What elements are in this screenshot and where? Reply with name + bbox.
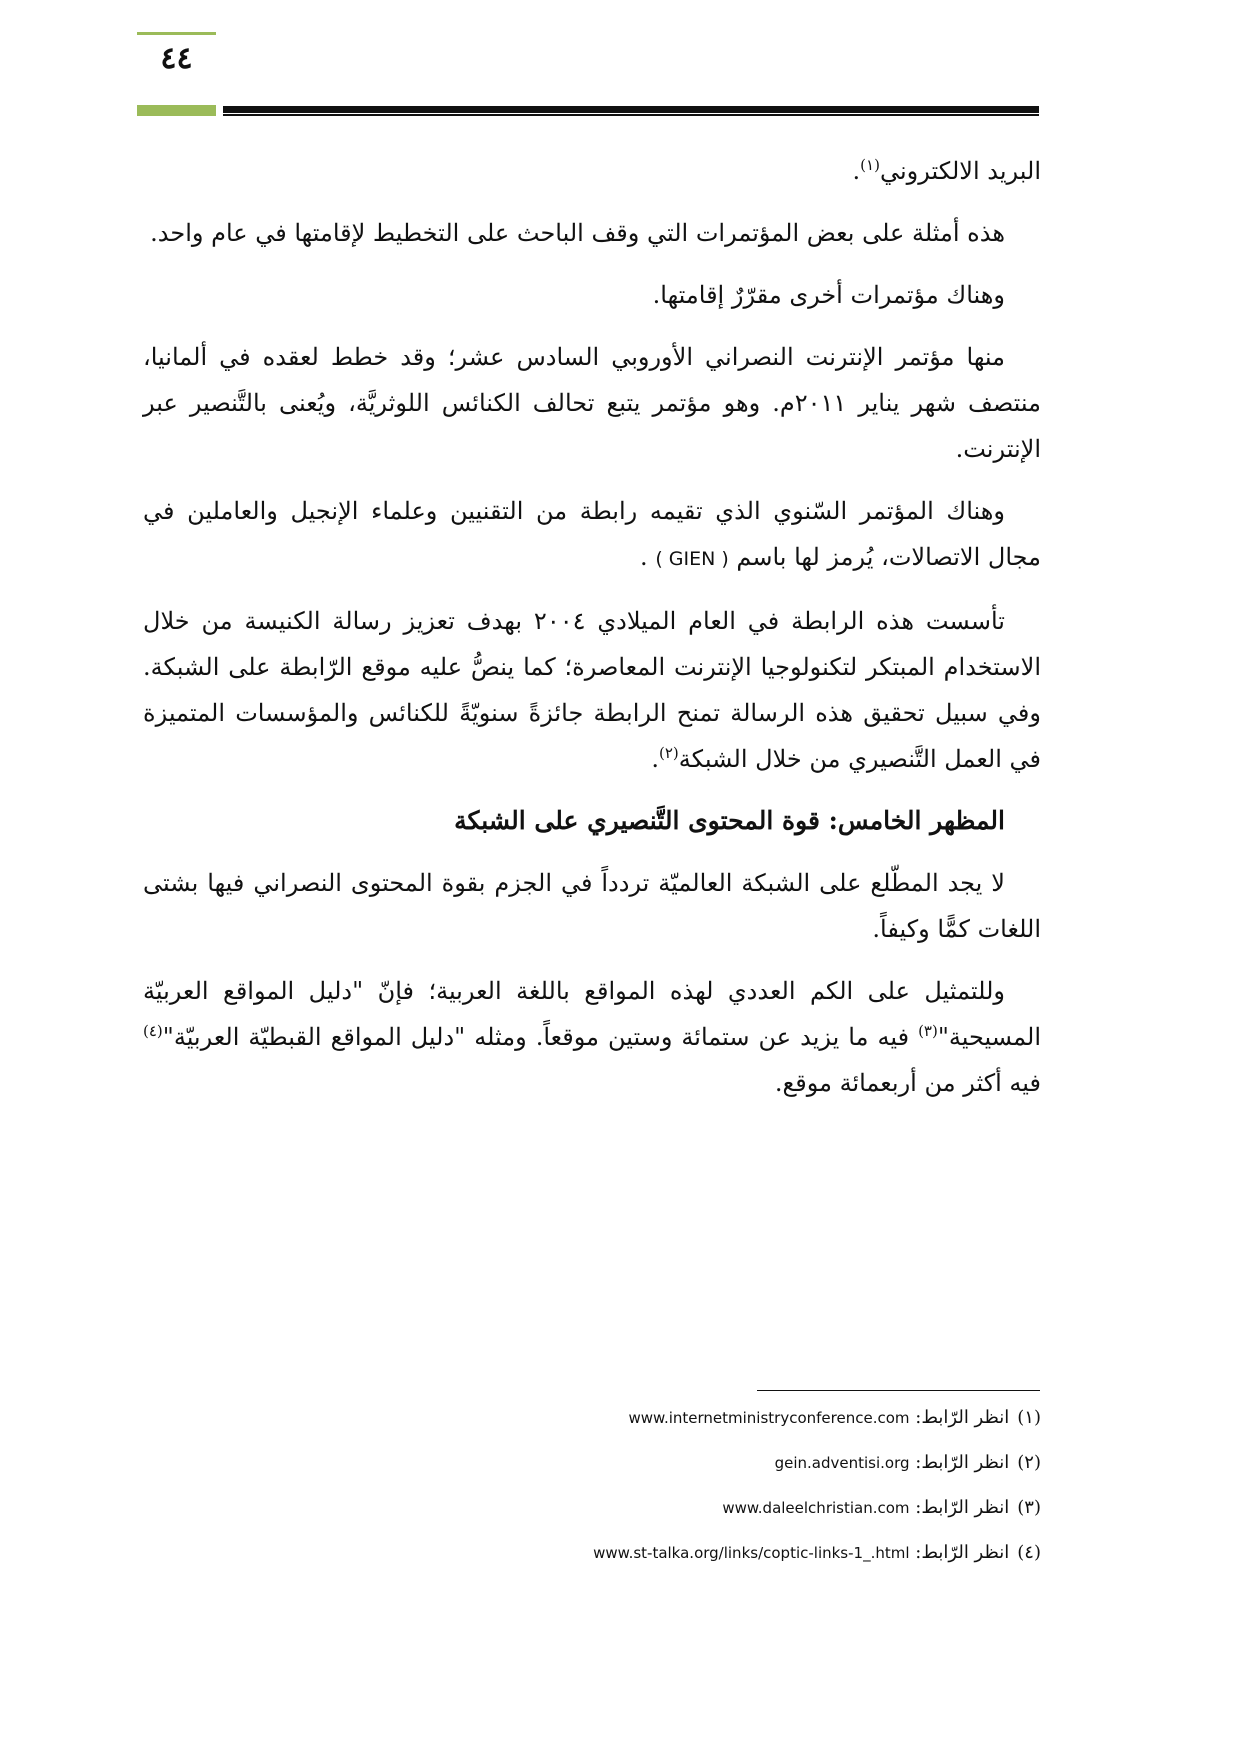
- footnotes: [143, 1406, 1041, 1586]
- footnote-number: (٣): [1017, 1497, 1041, 1518]
- paragraph-6-text: تأسست هذه الرابطة في العام الميلادي ٢٠٠٤ بهدف تعزيز رسالة الكنيسة من خلال الاستخدام المبتكر لتكنولوجيا الإنترنت المعاصرة؛ كما ينصُّ عليه موقع الرّابطة على الشبكة. وفي سبيل تحقيق هذه الرسالة تمنح الرابطة جائزةً سنويّةً للكنائس والمؤسسات المتميزة في العمل التَّنصيري من خلال الشبكة: [143, 607, 1041, 773]
- footnote-link[interactable]: www.daleelchristian.com: [722, 1499, 910, 1517]
- footnote-number: (١): [1017, 1407, 1041, 1428]
- footnote-ref-4[interactable]: (٤): [143, 1022, 163, 1040]
- section-heading: المظهر الخامس: قوة المحتوى التَّنصيري على الشبكة: [454, 806, 1005, 835]
- page-number: ٤٤: [160, 41, 193, 76]
- paragraph-4: منها مؤتمر الإنترنت النصراني الأوروبي السادس عشر؛ وقد خطط لعقده في ألمانيا، منتصف شهر يناير ٢٠١١م. وهو مؤتمر يتبع تحالف الكنائس اللوثريَّة، ويُعنى بالتَّنصير عبر الإنترنت.: [143, 343, 1042, 463]
- footnote-2: [143, 1451, 1041, 1475]
- header-accent-block: [137, 105, 216, 116]
- gien-abbreviation: ( GIEN ): [655, 548, 729, 570]
- footnote-number: (٤): [1017, 1542, 1041, 1563]
- paragraph-1: [143, 148, 1041, 194]
- footnote-ref-3[interactable]: (٣): [918, 1022, 938, 1040]
- footnote-link[interactable]: www.internetministryconference.com: [628, 1409, 910, 1427]
- footnote-1: [143, 1406, 1041, 1430]
- footnote-label: انظر الرّابط:: [915, 1497, 1010, 1518]
- header-rule: [223, 106, 1039, 116]
- paragraph-3: وهناك مؤتمرات أخرى مقرّرٌ إقامتها.: [652, 281, 1005, 309]
- paragraph-8: [143, 968, 1041, 1106]
- footnote-link[interactable]: gein.adventisi.org: [774, 1454, 910, 1472]
- paragraph-8-part-b: فيه ما يزيد عن ستمائة وستين موقعاً. ومثله "دليل المواقع القبطيّة العربيّة": [162, 1023, 919, 1051]
- header-rule-thick: [223, 106, 1039, 113]
- paragraph-1-end: .: [852, 157, 861, 185]
- footnote-link[interactable]: www.st-talka.org/links/coptic-links-1_.html: [593, 1544, 910, 1562]
- footnote-label: انظر الرّابط:: [915, 1407, 1010, 1428]
- footnote-label: انظر الرّابط:: [915, 1542, 1010, 1563]
- footnote-ref-2[interactable]: (٢): [658, 744, 679, 762]
- paragraph-1-text: البريد الالكتروني: [879, 157, 1041, 185]
- footnote-4: [143, 1541, 1041, 1565]
- paragraph-8-part-a: وللتمثيل على الكم العددي لهذه المواقع باللغة العربية؛ فإنّ "دليل المواقع العربيّة المسيحية": [143, 977, 1041, 1051]
- footnote-3: [143, 1496, 1041, 1520]
- paragraph-6-end: .: [651, 745, 659, 773]
- footnote-label: انظر الرّابط:: [915, 1452, 1010, 1473]
- paragraph-5-text: وهناك المؤتمر السّنوي الذي تقيمه رابطة من التقنيين وعلماء الإنجيل والعاملين في مجال الاتصالات، يُرمز لها باسم: [143, 497, 1041, 571]
- footnote-separator: [757, 1390, 1040, 1391]
- paragraph-7: لا يجد المطّلع على الشبكة العالميّة تردداً في الجزم بقوة المحتوى النصراني فيها بشتى اللغات كمًّا وكيفاً.: [143, 869, 1041, 943]
- header-accent-line: [137, 32, 216, 35]
- paragraph-8-part-c: فيه أكثر من أربعمائة موقع.: [774, 1069, 1041, 1097]
- paragraph-5-end: .: [640, 543, 648, 571]
- page-body: [143, 148, 1041, 1122]
- paragraph-2: هذه أمثلة على بعض المؤتمرات التي وقف الباحث على التخطيط لإقامتها في عام واحد.: [150, 219, 1005, 247]
- footnote-ref-1[interactable]: (١): [860, 156, 880, 174]
- header-rule-thin: [223, 114, 1039, 116]
- paragraph-6: [143, 598, 1041, 782]
- paragraph-5: [143, 488, 1041, 582]
- footnote-number: (٢): [1017, 1452, 1041, 1473]
